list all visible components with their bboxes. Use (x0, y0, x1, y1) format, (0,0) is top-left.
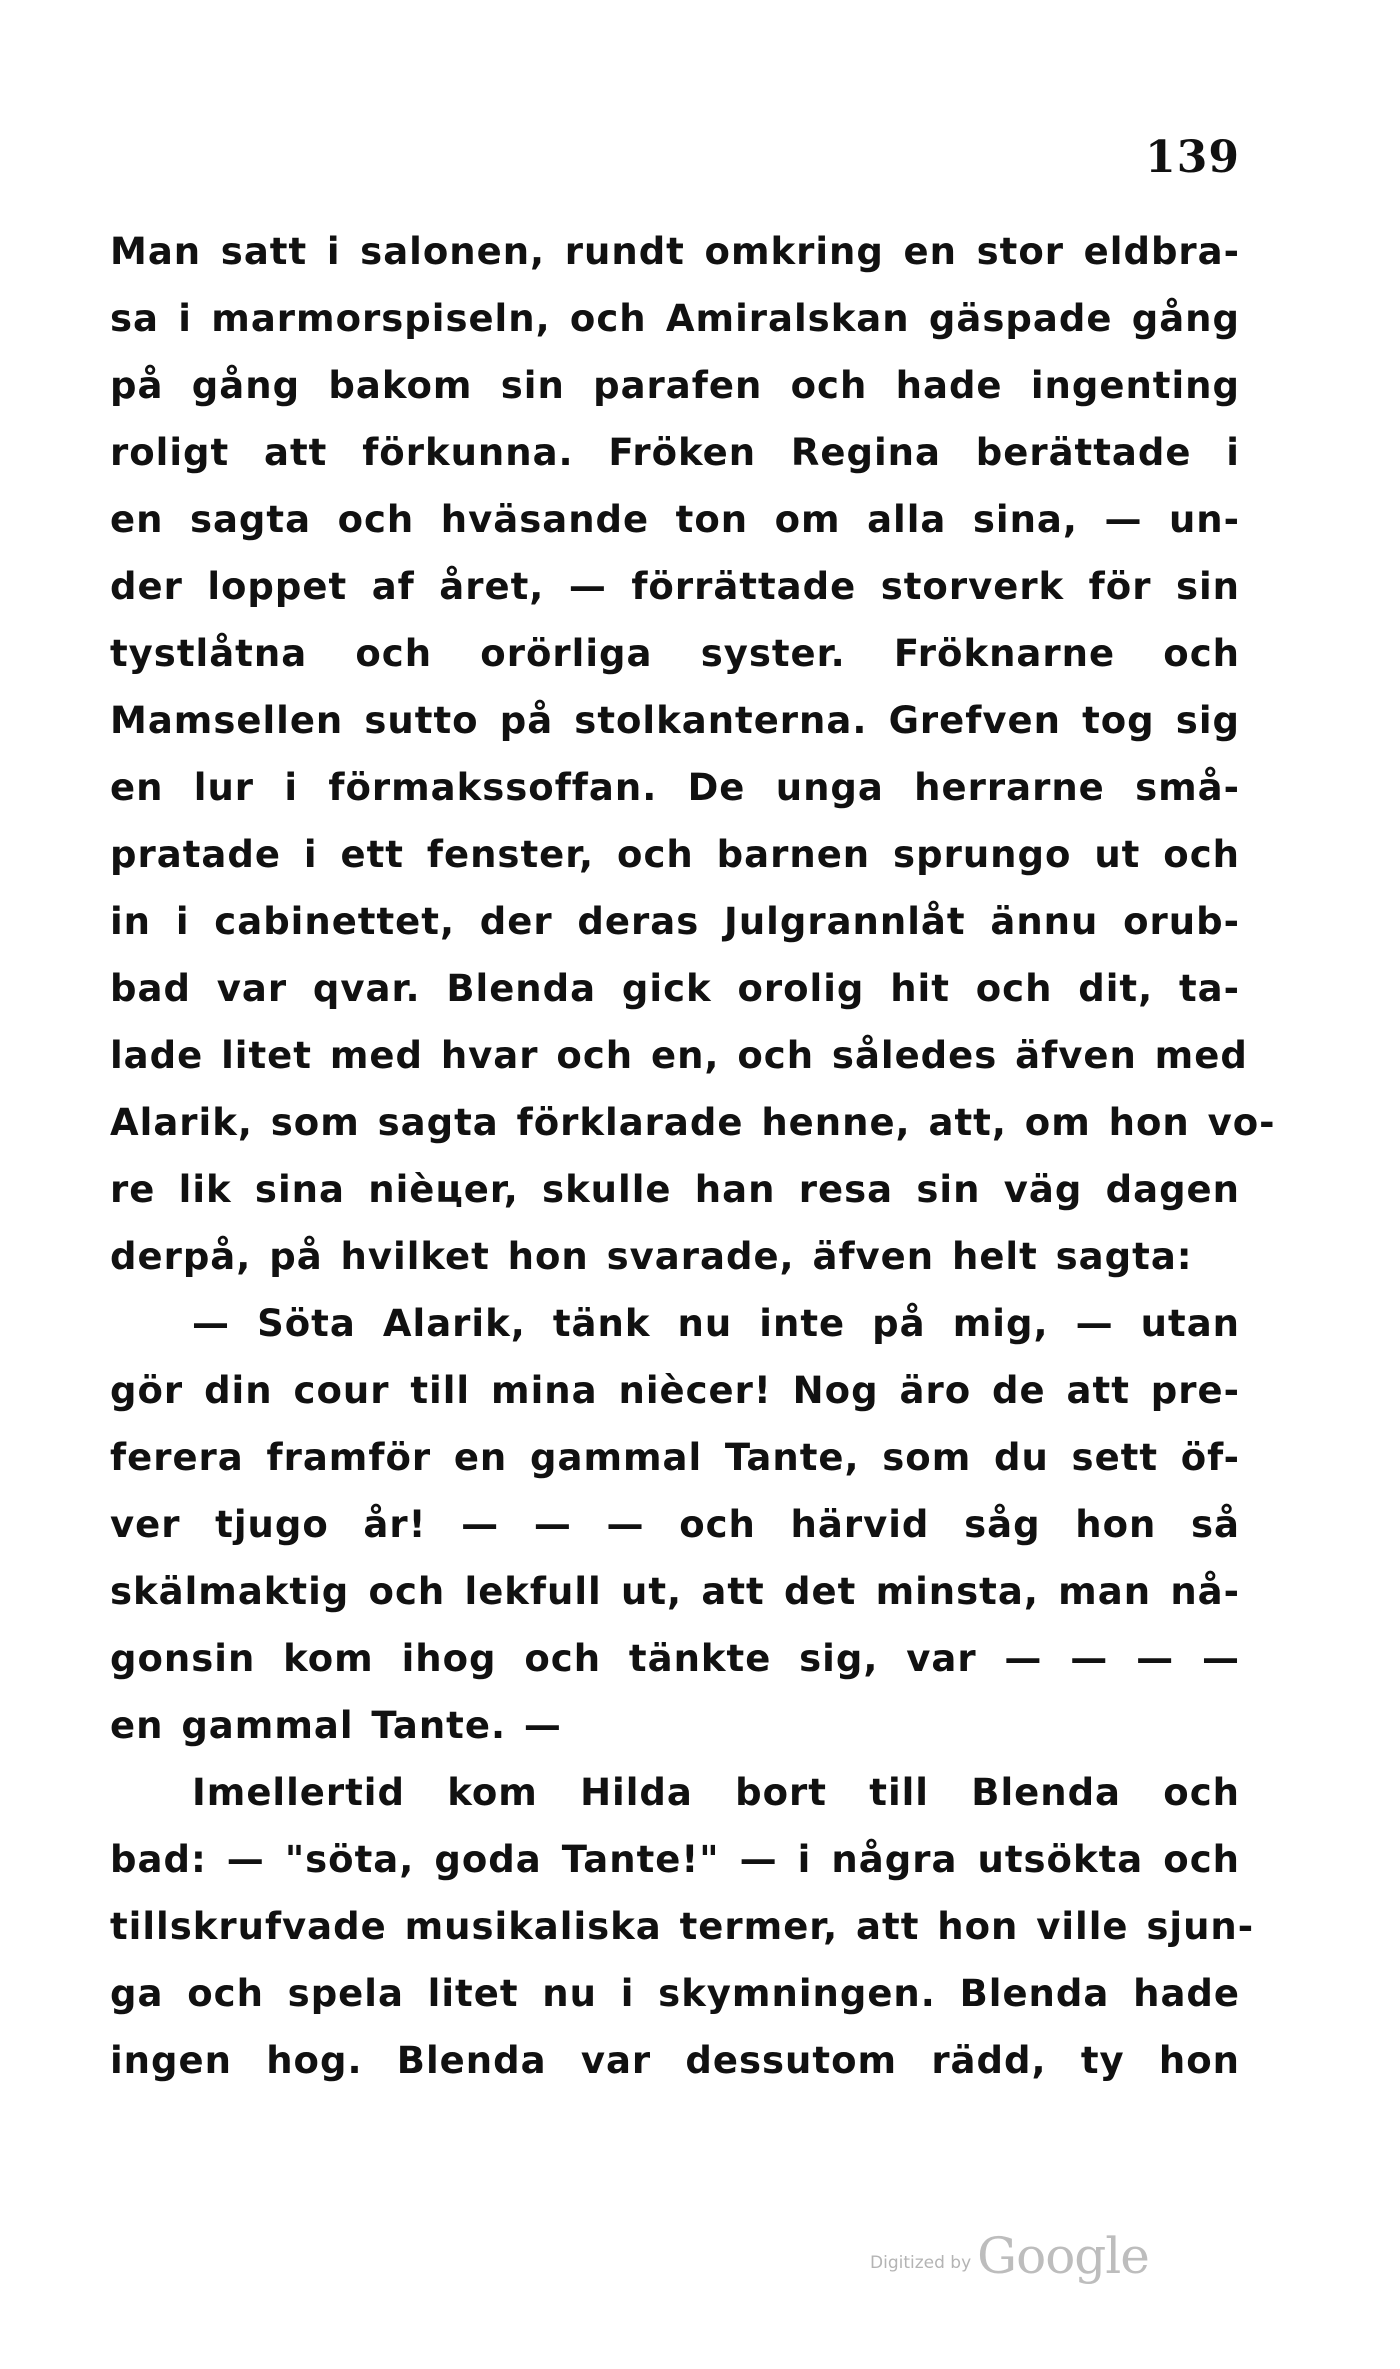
page-number: 139 (1145, 132, 1240, 183)
text-line: ver tjugo år! — — — och härvid såg hon så (110, 1503, 1240, 1546)
text-line: Man satt i salonen, rundt omkring en stor eldbra- (110, 230, 1240, 273)
text-line: in i cabinettet, der deras Julgrannlåt ännu orub- (110, 900, 1240, 943)
text-line: ferera framför en gammal Tante, som du sett öf- (110, 1436, 1240, 1479)
text-line: bad: — "söta, goda Tante!" — i några utsökta och (110, 1838, 1240, 1881)
text-line: — Söta Alarik, tänk nu inte på mig, — utan (192, 1302, 1240, 1345)
text-line: tystlåtna och orörliga syster. Fröknarne och (110, 632, 1240, 675)
text-line: på gång bakom sin parafen och hade ingenting (110, 364, 1240, 407)
text-line: Alarik, som sagta förklarade henne, att, om hon vo- (110, 1101, 1276, 1144)
text-line: tillskrufvade musikaliska termer, att hon ville sjun- (110, 1905, 1255, 1948)
text-line: roligt att förkunna. Fröken Regina berättade i (110, 431, 1240, 474)
text-line: sa i marmorspiseln, och Amiralskan gäspade gång (110, 297, 1240, 340)
text-line: pratade i ett fenster, och barnen sprungo ut och (110, 833, 1240, 876)
digitized-watermark (870, 2215, 1160, 2285)
text-line: der loppet af året, — förrättade storverk för sin (110, 565, 1240, 608)
text-line: ga och spela litet nu i skymningen. Blenda hade (110, 1972, 1240, 2015)
body-text (110, 218, 1276, 2094)
text-line: en gammal Tante. — (110, 1704, 562, 1747)
watermark-prefix: Digitized by (870, 2253, 972, 2273)
text-line: en lur i förmakssoffan. De unga herrarne små- (110, 766, 1240, 809)
text-line: skälmaktig och lekfull ut, att det minsta, man nå- (110, 1570, 1240, 1613)
text-line: gonsin kom ihog och tänkte sig, var — — — — (110, 1637, 1240, 1680)
text-line: re lik sina nièцer, skulle han resa sin väg dagen (110, 1168, 1240, 1211)
text-line: gör din cour till mina niècer! Nog äro de att pre- (110, 1369, 1240, 1412)
text-line: ingen hog. Blenda var dessutom rädd, ty hon (110, 2039, 1240, 2082)
text-line: derpå, på hvilket hon svarade, äfven helt sagta: (110, 1235, 1193, 1278)
google-logo: Google (977, 2227, 1149, 2285)
text-line: en sagta och hväsande ton om alla sina, — un- (110, 498, 1240, 541)
text-line: Mamsellen sutto på stolkanterna. Grefven tog sig (110, 699, 1240, 742)
text-line: Imellertid kom Hilda bort till Blenda och (192, 1771, 1240, 1814)
text-line: lade litet med hvar och en, och således äfven med (110, 1034, 1248, 1077)
text-line: bad var qvar. Blenda gick orolig hit och dit, ta- (110, 967, 1240, 1010)
